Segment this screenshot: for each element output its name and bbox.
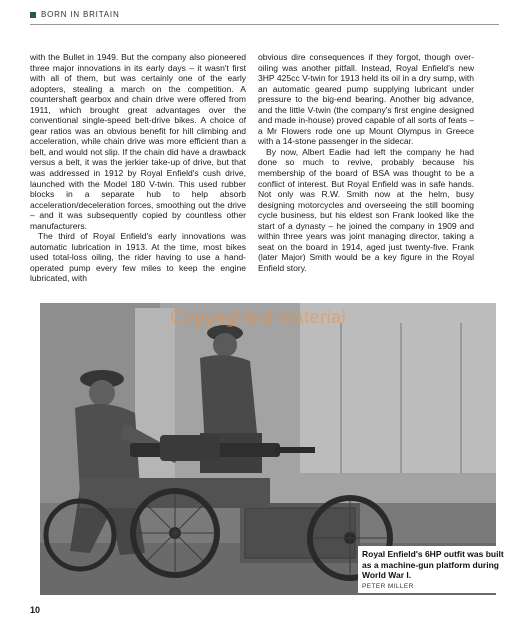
photo-credit: PETER MILLER [362,582,414,590]
left-text-column [30,52,246,284]
figure-caption: Royal Enfield's 6HP outfit was built as a machine-gun platform during World War I. [362,549,504,580]
right-text-column [258,52,474,273]
header-rule [30,24,499,25]
running-head [30,10,120,19]
paragraph: obvious dire consequences if they forgot, though over-oiling was another pitfall. Instead, Royal Enfield's new 3HP 425cc V-twin for 1913 held its oil in a dry sump, with an automatic geared pump supplying lubricant under pressure to the big-end bearing. Another big advance, and the little V-twin (the company's first engine designed and made in-house) proved capable of all sorts of feats – a Mr Flowers rode one up Mount Olympus in Greece with a 14-stone passenger in the sidecar. [258,52,474,147]
copyright-watermark: Copyrighted material [170,307,347,327]
paragraph: with the Bullet in 1949. But the company also pioneered three major innovations in its early days – it wasn't first with all of them, but was certainly one of the early adopters, stealing a march on the competition. A countershaft gearbox and chain drive were offered from 1911, which brought great advantages over the conventional single-speed belt-drive bikes. A choice of gear ratios was an obvious benefit for hill climbing and acceleration, while chain drive was more efficient than a belt, and would not slip. If the chain did have a drawback versus a belt, it was the jerkier take-up of drive, but that was addressed in 1912 by Royal Enfield's cush drive, launched with the Model 180 V-twin. This used rubber blocks in a separate hub to help absorb acceleration/deceleration forces, smoothing out the drive – and it was subsequently copied by countless other manufacturers. [30,52,246,231]
running-head-label: BORN IN BRITAIN [41,10,120,19]
section-marker-icon [30,12,36,18]
paragraph: By now, Albert Eadie had left the company he had done so much to revive, probably because his membership of the board of BSA was thought to be a conflict of interest. But Royal Enfield was in safe hands. Not only was R.W. Smith now at the helm, busy designing motorcycles and overseeing the still booming cycle business, but his eldest son Frank looked like the start of a dynasty – he joined the company in 1909 and within three years was joint managing director, taking a seat on the board in 1914, aged just twenty-five. Frank (later Major) Smith would be a key figure in the Royal Enfield story. [258,146,474,273]
figure-caption-box [358,546,516,593]
paragraph: The third of Royal Enfield's early innovations was automatic lubrication in 1913. At the time, most bikes used total-loss oiling, the rider having to use a hand-operated pump every few miles to keep the engine lubricated, with [30,231,246,284]
page-number: 10 [30,605,41,615]
